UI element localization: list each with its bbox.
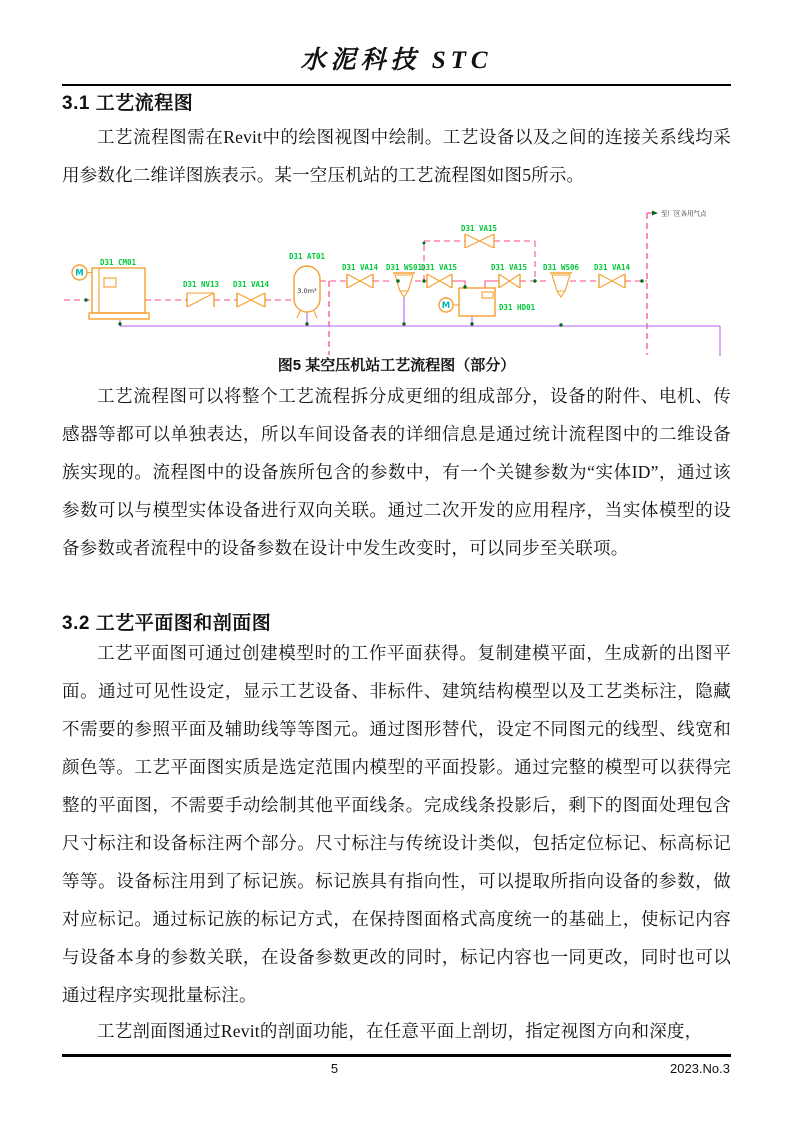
dryer-label: D31 HD01 xyxy=(499,303,536,312)
valve-label: D31 VA14 xyxy=(341,263,379,272)
paragraph: 工艺平面图可通过创建模型时的工作平面获得。复制建模平面，生成新的出图平面。通过可见性设定，显示工艺设备、非标件、建筑结构模型以及工艺类标注，隐藏不需要的参照平面及辅助线等等图元。通过图形替代，设定不同图元的线型、线宽和颜色等。工艺平面图实质是选定范围内模型的平面投影。通过完整的模型可以获得完整的平面图，不需要手动绘制其他平面线条。完成线条投影后，剩下的图面处理包含尺寸标注和设备标注两个部分。尺寸标注与传统设计类似，包括定位标记、标高标记等等。设备标注用到了标记族。标记族具有指向性，可以提取所指向设备的参数，做对应标记。通过标记族的标记方式，在保持图面格式高度统一的基础上，使标记内容与设备本身的参数关联，在设备参数更改的同时，标记内容也一同更改，同时也可以通过程序实现批量标注。 xyxy=(62,643,731,1005)
valve-symbol xyxy=(233,280,270,307)
issue-number: 2023.No.3 xyxy=(670,1061,730,1076)
valve-symbol xyxy=(491,263,527,288)
filter-symbol xyxy=(386,263,423,297)
destination-note: 至厂区各用气点 xyxy=(661,209,707,218)
valve-symbol xyxy=(421,263,457,288)
check-valve-label: D31 NV13 xyxy=(182,280,220,289)
header-rule xyxy=(62,84,731,86)
valve-symbol xyxy=(342,263,379,288)
valve-label: D31 VA14 xyxy=(593,263,631,272)
flow-lines xyxy=(64,213,652,355)
paragraph: 工艺流程图可以将整个工艺流程拆分成更细的组成部分，设备的附件、电机、传感器等都可以单独表达，所以车间设备表的详细信息是通过统计流程图中的二维设备族实现的。流程图中的设备族所包含的参数中，有一个关键参数为“实体ID”，通过该参数可以与模型实体设备进行双向关联。通过二次开发的应用程序，当实体模型的设备参数或者流程中的设备参数在设计中发生改变时，可以同步至关联项。 xyxy=(62,386,731,558)
outlet-riser xyxy=(647,213,652,355)
valve-label: D31 VA15 xyxy=(490,263,528,272)
journal-title: 水泥科技 STC xyxy=(300,47,493,74)
motor-icon: M xyxy=(75,268,84,279)
dryer-symbol xyxy=(439,288,536,316)
tank-label: D31 AT01 xyxy=(288,252,326,261)
bypass-valve-symbol xyxy=(461,224,497,248)
valve-label: D31 VA14 xyxy=(232,280,270,289)
process-flow-diagram xyxy=(62,198,742,356)
filter-label: D31 WS01 xyxy=(385,263,423,272)
compressor-symbol xyxy=(72,258,149,319)
bypass-valve-label: D31 VA15 xyxy=(460,224,498,233)
check-valve-symbol xyxy=(183,280,220,307)
paragraph: 工艺流程图需在Revit中的绘图视图中绘制。工艺设备以及之间的连接关系线均采用参数化二维详图族表示。某一空压机站的工艺流程图如图5所示。 xyxy=(62,127,731,185)
paragraph: 工艺剖面图通过Revit的剖面功能，在任意平面上剖切，指定视图方向和深度， xyxy=(97,1021,703,1041)
tank-volume: 3.0m³ xyxy=(297,287,317,295)
motor-icon: M xyxy=(441,301,451,311)
flow-arrow-icon xyxy=(652,211,658,216)
drain-lines xyxy=(120,296,720,356)
filter-symbol xyxy=(543,263,580,297)
valve-symbol xyxy=(594,263,631,288)
valve-label: D31 VA15 xyxy=(420,263,458,272)
pfd-svg xyxy=(62,198,742,356)
air-tank-symbol xyxy=(289,252,326,318)
section-3-2-heading: 3.2 工艺平面图和剖面图 xyxy=(62,613,272,634)
page-number: 5 xyxy=(330,1061,339,1076)
compressor-label: D31 CM01 xyxy=(99,258,137,267)
figure-caption: 图5 某空压机站工艺流程图（部分） xyxy=(277,357,516,374)
section-3-1-heading: 3.1 工艺流程图 xyxy=(62,93,194,114)
footer-rule xyxy=(62,1054,731,1057)
filter-label: D31 WS06 xyxy=(542,263,580,272)
